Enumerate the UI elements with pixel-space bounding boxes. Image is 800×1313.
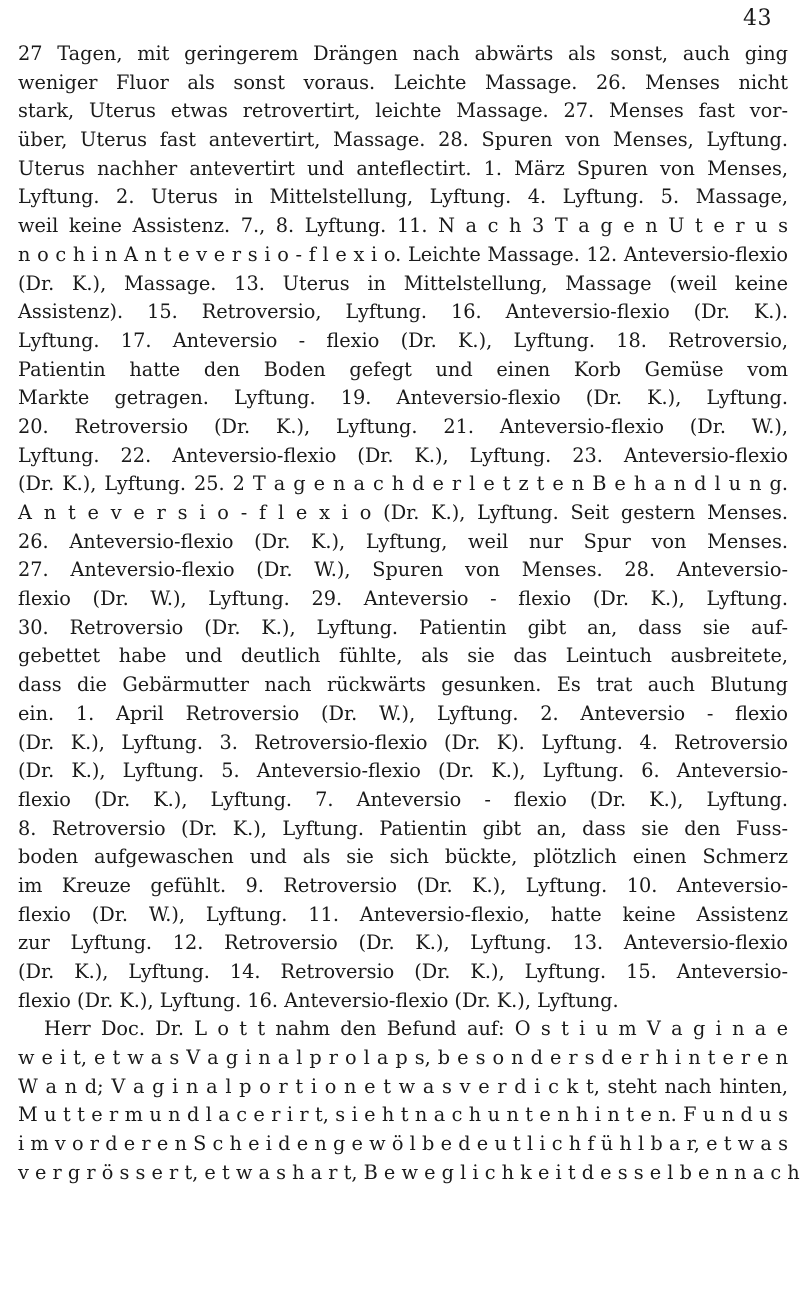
text-line: weniger Fluor als sonst voraus. Leichte Massage. 26. Menses nicht (18, 70, 788, 94)
page-number: 43 (743, 6, 772, 31)
text-line: flexio (Dr. K.), Lyftung. 16. Anteversio-flexio (Dr. K.), Lyftung. (18, 988, 619, 1012)
text-line: W a n d; V a g i n a l p o r t i o n e t w a s v e r d i c k t, steht nach hinten, (18, 1074, 788, 1098)
text-line: flexio (Dr. W.), Lyftung. 29. Anteversio - flexio (Dr. K.), Lyftung. (18, 587, 788, 611)
text-line: weil keine Assistenz. 7., 8. Lyftung. 11. N a c h 3 T a g e n U t e r u s (18, 214, 788, 238)
text-line: Lyftung. 17. Anteversio - flexio (Dr. K.), Lyftung. 18. Retroversio, (18, 328, 788, 352)
text-line: (Dr. K.), Lyftung. 3. Retroversio-flexio (Dr. K). Lyftung. 4. Retroversio (18, 730, 788, 754)
text-line: 30. Retroversio (Dr. K.), Lyftung. Patientin gibt an, dass sie auf- (18, 615, 788, 639)
text-line: flexio (Dr. K.), Lyftung. 7. Anteversio - flexio (Dr. K.), Lyftung. (18, 787, 788, 811)
text-line: M u t t e r m u n d l a c e r i r t, s i e h t n a c h u n t e n h i n t e n. F u n d u s (18, 1103, 788, 1127)
text-line: Lyftung. 22. Anteversio-flexio (Dr. K.), Lyftung. 23. Anteversio-flexio (18, 443, 788, 467)
text-line: Assistenz). 15. Retroversio, Lyftung. 16. Anteversio-flexio (Dr. K.). (18, 300, 788, 324)
text-line: flexio (Dr. W.), Lyftung. 11. Anteversio-flexio, hatte keine Assistenz (18, 902, 788, 926)
text-line: 8. Retroversio (Dr. K.), Lyftung. Patientin gibt an, dass sie den Fuss- (18, 816, 788, 840)
text-line: dass die Gebärmutter nach rückwärts gesunken. Es trat auch Blutung (18, 673, 788, 697)
text-line: Herr Doc. Dr. L o t t nahm den Befund auf: O s t i u m V a g i n a e (44, 1017, 788, 1041)
text-line: Uterus nachher antevertirt und anteflectirt. 1. März Spuren von Menses, (18, 156, 788, 180)
text-line: (Dr. K.), Lyftung. 5. Anteversio-flexio (Dr. K.), Lyftung. 6. Anteversio- (18, 759, 788, 783)
text-line: A n t e v e r s i o - f l e x i o (Dr. K.), Lyftung. Seit gestern Menses. (18, 501, 788, 524)
text-line: i m v o r d e r e n S c h e i d e n g e w ö l b e d e u t l i c h f ü h l b a r, e t w a s (18, 1132, 788, 1156)
text-line: über, Uterus fast antevertirt, Massage. 28. Spuren von Menses, Lyftung. (18, 128, 788, 152)
text-line: (Dr. K.), Massage. 13. Uterus in Mittelstellung, Massage (weil keine (18, 271, 788, 295)
text-line: ein. 1. April Retroversio (Dr. W.), Lyftung. 2. Anteversio - flexio (18, 701, 788, 725)
text-line: zur Lyftung. 12. Retroversio (Dr. K.), Lyftung. 13. Anteversio-flexio (18, 931, 788, 955)
text-line: v e r g r ö s s e r t, e t w a s h a r t, B e w e g l i c h k e i t d e s s e l b e n n a c h (18, 1160, 800, 1184)
text-line: n o c h i n A n t e v e r s i o - f l e x i o. Leichte Massage. 12. Anteversio-flexio (18, 242, 788, 266)
text-line: 27. Anteversio-flexio (Dr. W.), Spuren von Menses. 28. Anteversio- (18, 558, 788, 582)
text-line: w e i t, e t w a s V a g i n a l p r o l a p s, b e s o n d e r s d e r h i n t e r e n (18, 1046, 788, 1070)
text-line: Patientin hatte den Boden gefegt und einen Korb Gemüse vom (18, 357, 788, 381)
text-line: stark, Uterus etwas retrovertirt, leichte Massage. 27. Menses fast vor- (18, 99, 788, 123)
text-line: gebettet habe und deutlich fühlte, als sie das Leintuch ausbreitete, (18, 644, 788, 668)
text-line: (Dr. K.), Lyftung. 14. Retroversio (Dr. K.), Lyftung. 15. Anteversio- (18, 960, 788, 983)
text-line: Markte getragen. Lyftung. 19. Anteversio-flexio (Dr. K.), Lyftung. (18, 386, 788, 410)
text-line: boden aufgewaschen und als sie sich bückte, plötzlich einen Schmerz (18, 845, 788, 869)
text-line: (Dr. K.), Lyftung. 25. 2 T a g e n a c h d e r l e t z t e n B e h a n d l u n g. (18, 472, 788, 496)
text-line: 26. Anteversio-flexio (Dr. K.), Lyftung, weil nur Spur von Menses. (18, 529, 788, 553)
text-line: 27 Tagen, mit geringerem Drängen nach abwärts als sonst, auch ging (18, 42, 788, 65)
body-text (18, 40, 800, 1188)
text-line: Lyftung. 2. Uterus in Mittelstellung, Lyftung. 4. Lyftung. 5. Massage, (18, 185, 788, 209)
text-line: 20. Retroversio (Dr. K.), Lyftung. 21. Anteversio-flexio (Dr. W.), (18, 414, 788, 438)
text-line: im Kreuze gefühlt. 9. Retroversio (Dr. K.), Lyftung. 10. Anteversio- (18, 873, 788, 897)
